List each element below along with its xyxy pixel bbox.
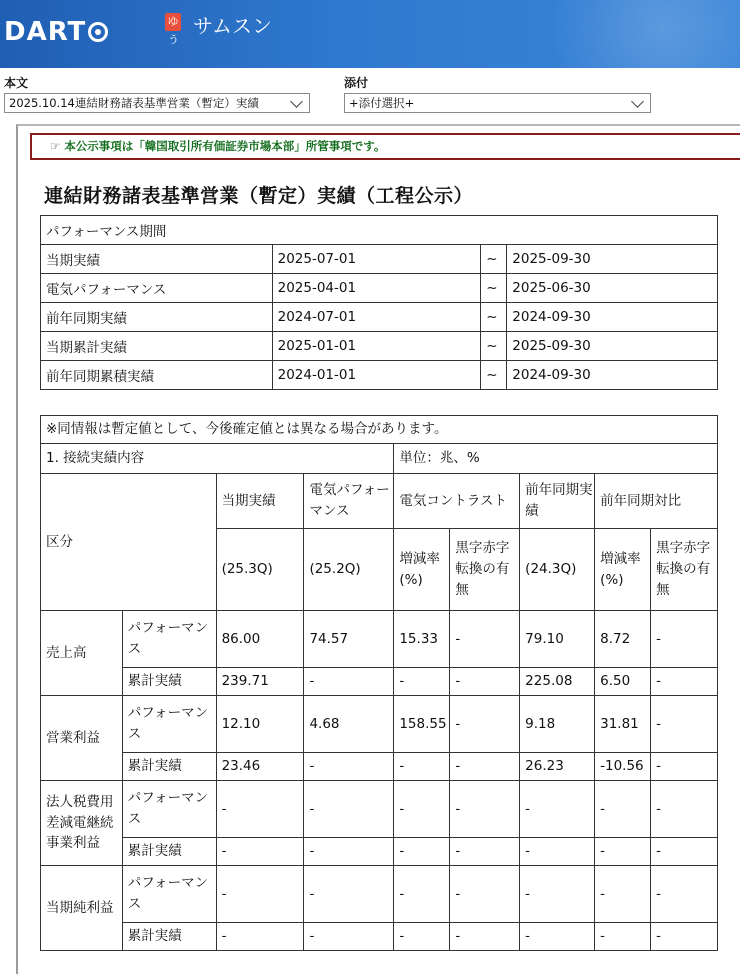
row-category: 営業利益 [41,696,123,781]
cell-value: 12.10 [216,696,304,753]
header-prev-year: 前年同期実績 [520,474,595,529]
body-select[interactable] [4,93,310,113]
cell-value: - [216,781,304,838]
cell-value: - [394,753,450,781]
cell-value: - [651,838,718,866]
period-sep: ~ [481,303,507,332]
cell-value: - [520,923,595,951]
cell-value: - [216,923,304,951]
results-note: ※同情報は暫定値として、今後確定値とは異なる場合があります。 [41,416,718,444]
app-header [0,0,740,68]
cell-value: 4.68 [304,696,394,753]
cell-value: 9.18 [520,696,595,753]
period-label: 当期累計実績 [41,332,273,361]
header-prev-quarter: 電気パフォーマンス [304,474,394,529]
cell-value: - [595,866,651,923]
cell-value: - [520,781,595,838]
cell-value: - [450,866,520,923]
row-category: 当期純利益 [41,866,123,951]
period-sep: ~ [481,332,507,361]
row-sub: パフォーマンス [122,696,216,753]
period-to: 2025-09-30 [507,332,718,361]
period-sep: ~ [481,245,507,274]
unit-label: 単位：兆、% [394,444,718,474]
table-row [41,696,718,753]
period-to: 2024-09-30 [507,361,718,390]
cell-value: - [304,866,394,923]
table-row [41,303,718,332]
notice-banner [30,133,740,160]
section-title: 1. 接続実績内容 [41,444,394,474]
table-row [41,611,718,668]
cell-value: - [651,866,718,923]
cell-value: - [304,781,394,838]
chevron-down-icon [631,95,644,108]
cell-value: -10.56 [595,753,651,781]
table-row [41,274,718,303]
table-row [41,866,718,923]
cell-value: 26.23 [520,753,595,781]
cell-value: - [450,838,520,866]
cell-value: - [304,838,394,866]
cell-value: - [394,923,450,951]
cell-value: - [304,923,394,951]
attach-select-value: +添付選択+ [349,96,415,110]
header-category: 区分 [41,474,217,611]
cell-value: - [520,838,595,866]
market-badge-sub: う [168,33,179,46]
cell-value: 158.55 [394,696,450,753]
attach-select[interactable] [344,93,651,113]
cell-value: - [450,611,520,668]
row-sub: 累計実績 [122,668,216,696]
cell-value: 23.46 [216,753,304,781]
period-from: 2024-01-01 [272,361,481,390]
cell-value: - [450,753,520,781]
cell-value: - [394,668,450,696]
cell-value: 225.08 [520,668,595,696]
notice-text: 本公示事項は「韓国取引所有価証券市場本部」所管事項です。 [64,139,386,153]
period-label: 当期実績 [41,245,273,274]
cell-value: - [394,866,450,923]
period-from: 2025-04-01 [272,274,481,303]
header-rate-yoy: 増減率(%) [595,529,651,611]
cell-value: 31.81 [595,696,651,753]
company-name: サムスン [193,14,272,38]
cell-value: - [450,668,520,696]
page-title: 連結財務諸表基準営業（暫定）実績（工程公示） [44,185,474,207]
period-to: 2024-09-30 [507,303,718,332]
cell-value: - [595,838,651,866]
row-sub: パフォーマンス [122,866,216,923]
market-badge: ゆ [165,13,181,31]
period-to: 2025-09-30 [507,245,718,274]
cell-value: - [450,696,520,753]
header-current: 当期実績 [216,474,304,529]
cell-value: 239.71 [216,668,304,696]
row-sub: パフォーマンス [122,611,216,668]
header-prev-year-sub: (24.3Q) [520,529,595,611]
table-row [41,838,718,866]
cell-value: - [304,753,394,781]
cell-value: 74.57 [304,611,394,668]
period-sep: ~ [481,274,507,303]
period-from: 2025-07-01 [272,245,481,274]
period-from: 2025-01-01 [272,332,481,361]
cell-value: - [450,781,520,838]
results-table [40,415,718,951]
cell-value: 6.50 [595,668,651,696]
table-row [41,332,718,361]
header-prev-quarter-sub: (25.2Q) [304,529,394,611]
period-table [40,215,718,390]
cell-value: - [520,866,595,923]
period-from: 2024-07-01 [272,303,481,332]
cell-value: 86.00 [216,611,304,668]
table-row [41,923,718,951]
table-row [41,361,718,390]
cell-value: - [394,838,450,866]
row-sub: 累計実績 [122,838,216,866]
row-sub: 累計実績 [122,753,216,781]
cell-value: - [595,923,651,951]
chevron-down-icon [290,95,303,108]
period-label: 前年同期実績 [41,303,273,332]
header-current-sub: (25.3Q) [216,529,304,611]
cell-value: - [651,753,718,781]
cell-value: 79.10 [520,611,595,668]
cell-value: - [651,611,718,668]
cell-value: - [651,923,718,951]
cell-value: - [394,781,450,838]
dart-logo[interactable]: DART [4,17,108,47]
cell-value: - [216,866,304,923]
table-row [41,245,718,274]
cell-value: 8.72 [595,611,651,668]
body-label: 本文 [4,76,29,90]
row-sub: 累計実績 [122,923,216,951]
cell-value: - [651,781,718,838]
cell-value: - [651,668,718,696]
header-yoy: 前年同期対比 [595,474,718,529]
cell-value: 15.33 [394,611,450,668]
row-category: 法人税費用差減電継続事業利益 [41,781,123,866]
row-category: 売上高 [41,611,123,696]
row-sub: パフォーマンス [122,781,216,838]
cell-value: - [595,781,651,838]
cell-value: - [651,696,718,753]
pointing-hand-icon: ☞ [50,139,61,153]
table-row [41,781,718,838]
header-decoration [480,0,740,68]
body-select-value: 2025.10.14連結財務諸表基準営業（暫定）実績 [9,96,259,110]
period-sep: ~ [481,361,507,390]
cell-value: - [450,923,520,951]
period-label: 電気パフォーマンス [41,274,273,303]
header-turn: 黒字赤字転換の有無 [450,529,520,611]
table-row [41,668,718,696]
attach-label: 添付 [344,76,369,90]
table-row [41,753,718,781]
period-header: パフォーマンス期間 [41,216,718,245]
period-to: 2025-06-30 [507,274,718,303]
header-rate: 増減率(%) [394,529,450,611]
header-prev-quarter-contrast: 電気コントラスト [394,474,520,529]
cell-value: - [304,668,394,696]
period-label: 前年同期累積実績 [41,361,273,390]
cell-value: - [216,838,304,866]
header-turn-yoy: 黒字赤字転換の有無 [651,529,718,611]
logo-gear-icon [88,22,108,42]
